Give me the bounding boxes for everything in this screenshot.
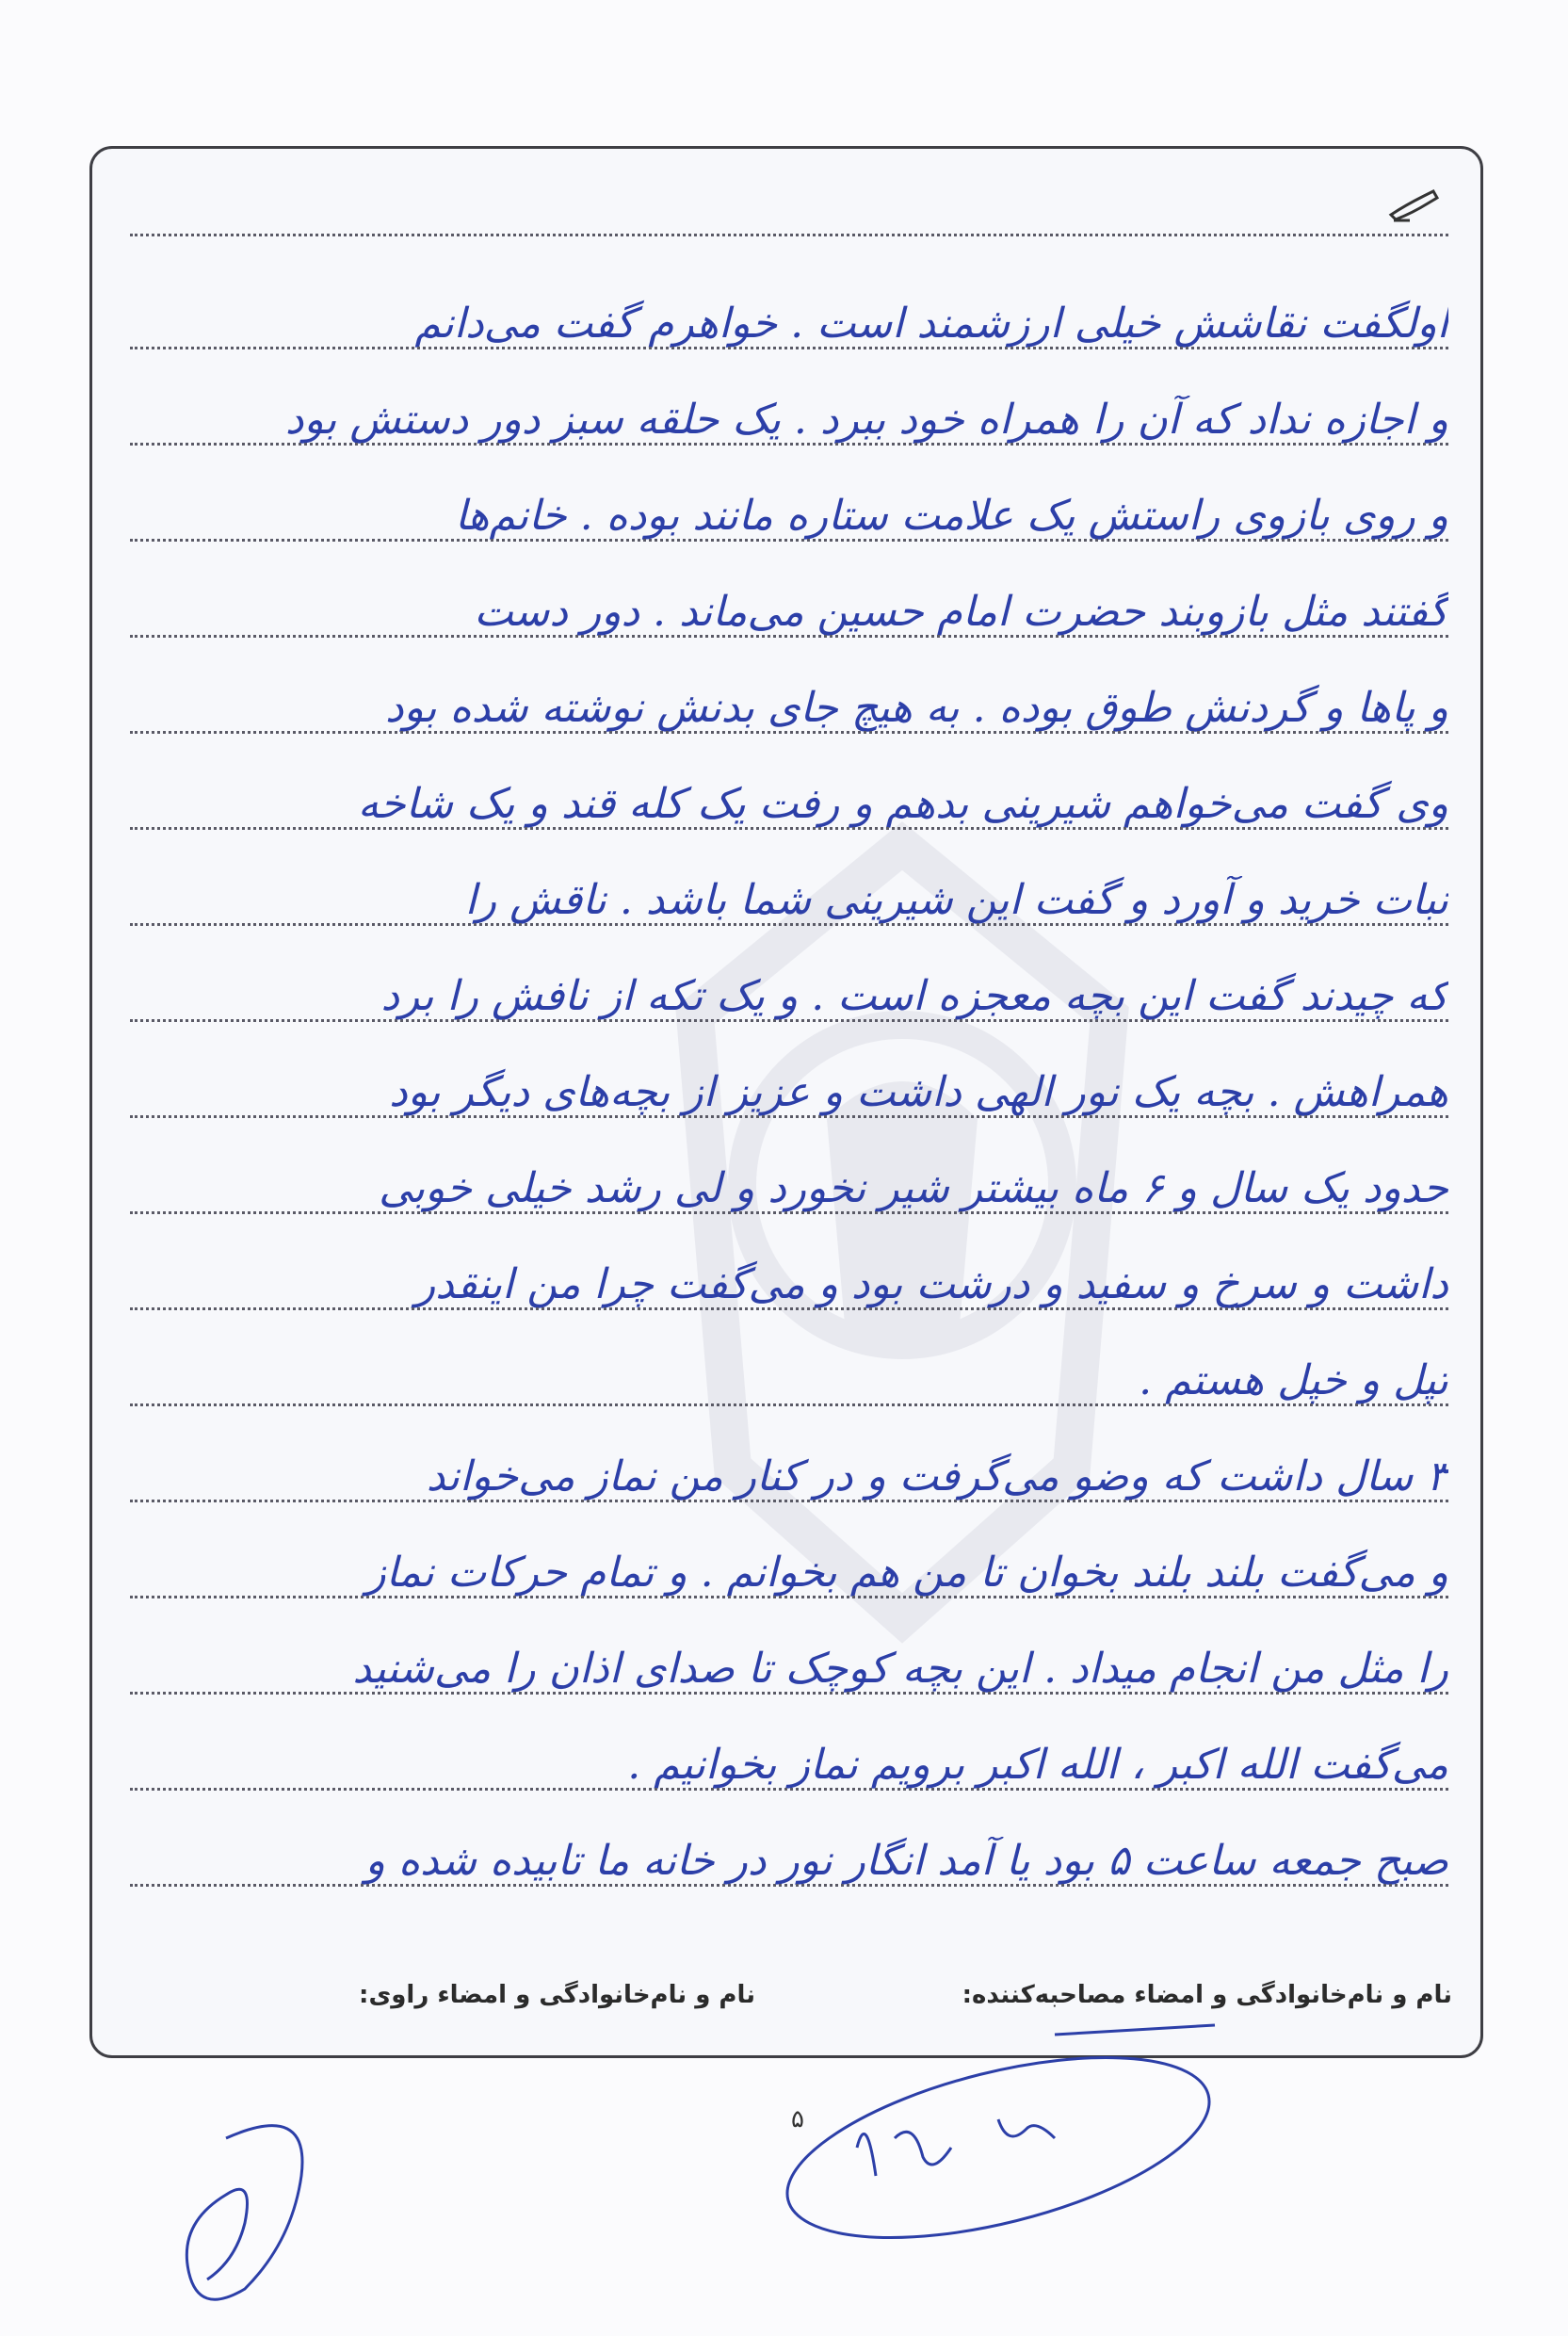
ruled-line [130, 347, 1448, 349]
text-line: وی گفت می‌خواهم شیرینی بدهم و رفت یک کله قند و یک شاخه [357, 780, 1448, 828]
text-line: می‌گفت الله اکبر ، الله اکبر برویم نماز بخوانیم . [627, 1741, 1448, 1789]
text-line: صبح جمعه ساعت ۵ بود یا آمد انگار نور در خانه ما تابیده شده و [364, 1837, 1448, 1885]
text-line: و اجازه نداد که آن را همراه خود ببرد . یک حلقه سبز دور دستش بود [284, 396, 1448, 444]
ruled-line [130, 539, 1448, 542]
text-line: که چیدند گفت این بچه معجزه است . و یک تکه از نافش را برد [380, 972, 1448, 1020]
text-line: تپل و خپل هستم . [1139, 1356, 1448, 1404]
interview-page-frame [89, 146, 1483, 2058]
text-line: اولگفت نقاشش خیلی ارزشمند است . خواهرم گفت می‌دانم [414, 300, 1448, 348]
ruled-line [130, 234, 1448, 236]
text-line: حدود یک سال و ۶ ماه بیشتر شیر نخورد و لی رشد خیلی خوبی [379, 1164, 1448, 1212]
ruled-line [130, 1788, 1448, 1791]
text-line: همراهش . بچه یک نور الهی داشت و عزیز از بچه‌های دیگر بود [389, 1068, 1448, 1116]
ruled-line [130, 923, 1448, 926]
handwritten-body [92, 149, 1480, 2055]
ruled-line [130, 731, 1448, 734]
text-line: را مثل من انجام میداد . این بچه کوچک تا صدای اذان را می‌شنید [352, 1645, 1448, 1693]
ruled-line [130, 443, 1448, 446]
ruled-line [130, 1115, 1448, 1118]
ruled-line [130, 1019, 1448, 1022]
text-line: و روی بازوی راستش یک علامت ستاره مانند بوده . خانم‌ها [454, 492, 1448, 540]
ruled-line [130, 1596, 1448, 1598]
ruled-line [130, 1211, 1448, 1214]
text-line: داشت و سرخ و سفید و درشت بود و می‌گفت چرا من اینقدر [414, 1260, 1448, 1308]
text-line: و پاها و گردنش طوق بوده . به هیچ جای بدنش نوشته شده بود [385, 684, 1448, 732]
text-line: و می‌گفت بلند بلند بخوان تا من هم بخوانم . و تمام حرکات نماز [365, 1549, 1448, 1597]
narrator-signature-label: نام و نام‌خانوادگی و امضاء راوی: [359, 1981, 755, 2009]
text-line: ۳ سال داشت که وضو می‌گرفت و در کنار من نماز می‌خواند [426, 1452, 1448, 1501]
ruled-line [130, 827, 1448, 830]
interviewer-signature [772, 2016, 1262, 2242]
ruled-line [130, 1884, 1448, 1887]
narrator-signature [170, 2110, 330, 2317]
text-line: نبات خرید و آورد و گفت این شیرینی شما باشد . ناقش را [464, 876, 1448, 924]
ruled-line [130, 635, 1448, 638]
text-line: گفتند مثل بازوبند حضرت امام حسین می‌ماند . دور دست [474, 588, 1448, 636]
ruled-line [130, 1403, 1448, 1406]
ruled-line [130, 1307, 1448, 1310]
interviewer-signature-label: نام و نام‌خانوادگی و امضاء مصاحبه‌کننده: [962, 1981, 1452, 2009]
ruled-line [130, 1500, 1448, 1502]
page-number: ۵ [791, 2105, 804, 2133]
ruled-line [130, 1692, 1448, 1695]
